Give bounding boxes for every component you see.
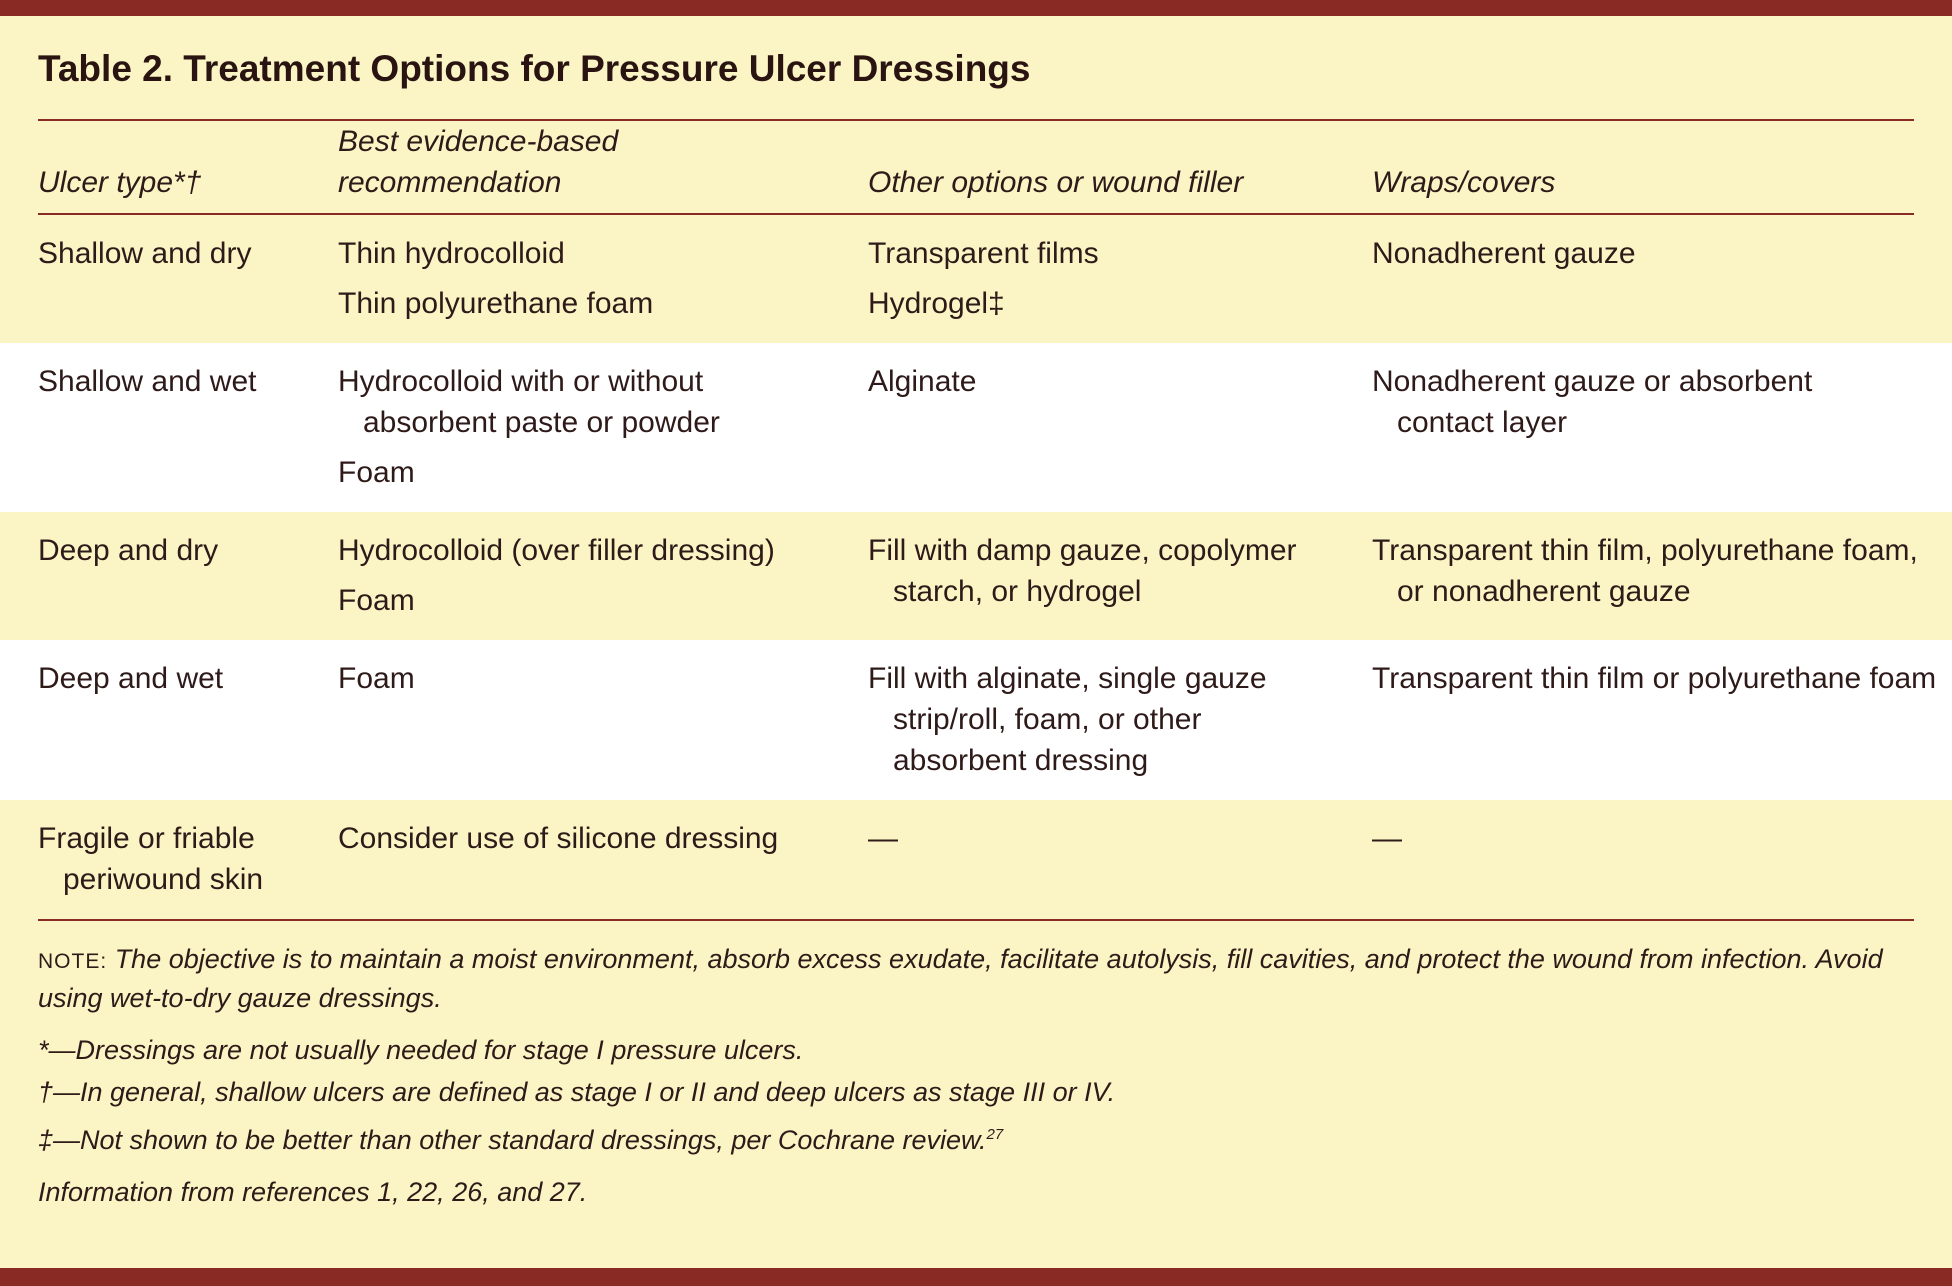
cell-wraps: Nonadherent gauze [1372,214,1914,343]
cell-other: Alginate [868,343,1372,512]
footnote-double-dagger: ‡—Not shown to be better than other standard dressings, per Cochrane review.$^{27}$ [38,1125,1004,1155]
cell-other: Fill with damp gauze, copolymer starch, or hydrogel [868,512,1372,640]
cell-ulcer-type: Shallow and wet [38,343,338,512]
cell-wraps: Nonadherent gauze or absorbent contact layer [1372,343,1914,512]
header-best-recommendation: Best evidence-based recommendation [338,121,868,214]
dressings-table [38,121,1937,921]
cell-best: Hydrocolloid (over filler dressing) Foam [338,512,868,640]
table-row [38,512,1914,640]
note-paragraph [38,941,1914,1017]
table-row [38,640,1914,800]
cell-other: — [868,800,1372,920]
table-row [38,214,1914,343]
bottom-border-band [0,1268,1952,1286]
note-text: The objective is to maintain a moist environment, absorb excess exudate, facilitate autolysis, fill cavities, and protect the wound from infection. Avoid using wet-to-dry gauze dressings. [38,944,1883,1013]
cell-wraps: — [1372,800,1914,920]
cell-ulcer-type: Fragile or friable periwound skin [38,800,338,920]
cell-best: Consider use of silicone dressing [338,800,868,920]
cell-best: Thin hydrocolloid Thin polyurethane foam [338,214,868,343]
cell-other: Transparent films Hydrogel‡ [868,214,1372,343]
table-row [38,800,1914,920]
header-ulcer-type: Ulcer type*† [38,121,338,214]
cell-ulcer-type: Deep and wet [38,640,338,800]
cell-other: Fill with alginate, single gauze strip/roll, foam, or other absorbent dressing [868,640,1372,800]
table-title: Table 2. Treatment Options for Pressure Ulcer Dressings [38,16,1914,121]
source-line: Information from references 1, 22, 26, and 27. [38,1177,588,1207]
cell-wraps: Transparent thin film, polyurethane foam, or nonadherent gauze [1372,512,1914,640]
note-label: NOTE: [38,950,108,973]
footnote-reference: 27 [986,1126,1004,1143]
header-other-options: Other options or wound filler [868,121,1372,214]
table-notes [38,941,1914,1211]
footnote-asterisk: *—Dressings are not usually needed for stage I pressure ulcers. [38,1035,804,1065]
cell-best: Foam [338,640,868,800]
cell-wraps: Transparent thin film or polyurethane foam [1372,640,1914,800]
footnote-dagger: †—In general, shallow ulcers are defined as stage I or II and deep ulcers as stage III or IV. [38,1077,1116,1107]
cell-ulcer-type: Deep and dry [38,512,338,640]
header-row [38,121,1914,214]
table-container [38,16,1937,1226]
table-row [38,343,1914,512]
cell-ulcer-type: Shallow and dry [38,214,338,343]
header-wraps-covers: Wraps/covers [1372,121,1914,214]
cell-best: Hydrocolloid with or without absorbent paste or powder Foam [338,343,868,512]
top-border-band [0,0,1952,16]
